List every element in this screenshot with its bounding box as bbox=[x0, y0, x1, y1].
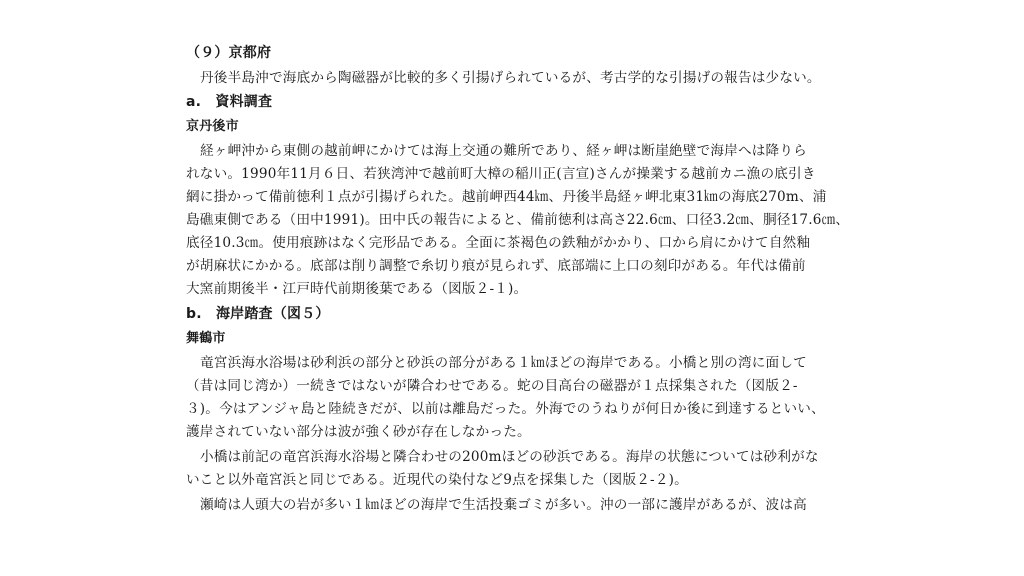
paragraph-line: 網に掛かって備前徳利１点が引揚げられた。越前岬西44㎞、丹後半島経ヶ岬北東31㎞の海底270m、浦 bbox=[186, 189, 827, 205]
section-title: （９）京都府 bbox=[186, 45, 272, 61]
paragraph-line: （昔は同じ湾か）一続きではないが隣合わせである。蛇の目高台の磁器が１点採集された（図版２- bbox=[186, 378, 798, 394]
city-heading-kyotango: 京丹後市 bbox=[186, 119, 239, 134]
paragraph-line: 大窯前期後半・江戸時代前期後葉である（図版２-１)。 bbox=[186, 281, 528, 297]
subheading-a: a. 資料調査 bbox=[186, 94, 273, 110]
intro-paragraph: 丹後半島沖で海底から陶磁器が比較的多く引揚げられているが、考古学的な引揚げの報告は少ない。 bbox=[200, 70, 821, 86]
paragraph-line: 竜宮浜海水浴場は砂利浜の部分と砂浜の部分がある１㎞ほどの海岸である。小橋と別の湾に面して bbox=[200, 355, 807, 371]
paragraph-line: 経ヶ岬沖から東側の越前岬にかけては海上交通の難所であり、経ヶ岬は断崖絶壁で海岸へは降りら bbox=[200, 143, 807, 159]
paragraph-line: 瀬崎は人頭大の岩が多い１㎞ほどの海岸で生活投棄ゴミが多い。沖の一部に護岸があるが、波は高 bbox=[200, 497, 807, 513]
subheading-b: b. 海岸踏査（図５） bbox=[186, 306, 330, 322]
paragraph-line: 護岸されていない部分は波が強く砂が存在しなかった。 bbox=[186, 424, 531, 440]
paragraph-line: いこと以外竜宮浜と同じである。近現代の染付など9点を採集した（図版２-２)。 bbox=[186, 472, 688, 488]
paragraph-line: ３)。今はアンジャ島と陸続きだが、以前は離島だった。外海でのうねりが何日か後に到達するといい、 bbox=[186, 401, 825, 417]
paragraph-line: れない。1990年11月６日、若狭湾沖で越前町大樟の稲川正(言宣)さんが操業する越前カニ漁の底引き bbox=[186, 166, 816, 182]
paragraph-line: 小橋は前記の竜宮浜海水浴場と隣合わせの200mほどの砂浜である。海岸の状態については砂利がな bbox=[200, 449, 819, 465]
paragraph-line: が胡麻状にかかる。底部は削り調整で糸切り痕が見られず、底部端に上口の刻印がある。年代は備前 bbox=[186, 258, 806, 274]
paragraph-line: 島礁東側である（田中1991)。田中氏の報告によると、備前徳利は高さ22.6㎝、口径3.2㎝、胴径17.6㎝、 bbox=[186, 212, 850, 228]
city-heading-maizuru: 舞鶴市 bbox=[186, 331, 226, 346]
paragraph-line: 底径10.3㎝。使用痕跡はなく完形品である。全面に茶褐色の鉄釉がかかり、口から肩にかけて自然釉 bbox=[186, 235, 811, 251]
